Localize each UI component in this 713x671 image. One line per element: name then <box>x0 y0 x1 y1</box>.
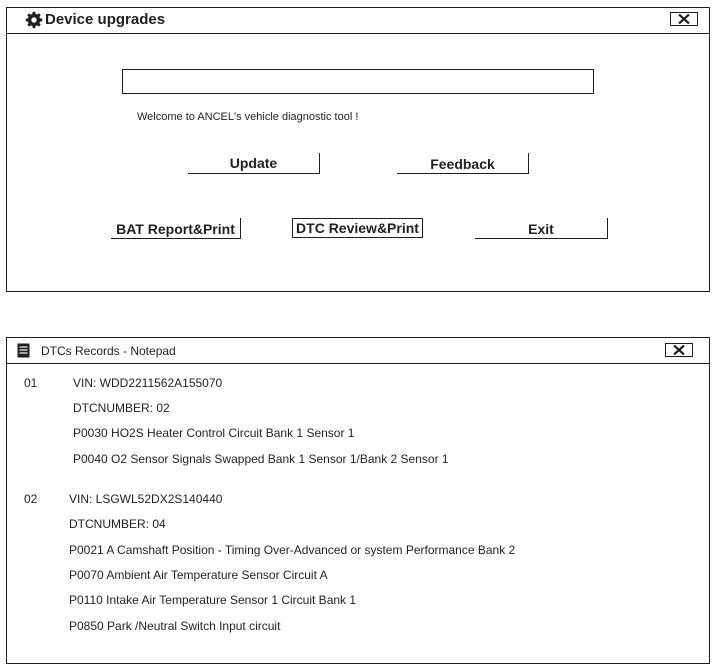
title-bar <box>7 338 709 364</box>
notepad-window <box>6 337 710 664</box>
record-vin: VIN: LSGWL52DX2S140440 <box>69 492 223 506</box>
bat-report-print-button[interactable]: BAT Report&Print <box>111 218 241 239</box>
record-dtc-code: P0021 A Camshaft Position - Timing Over-Advanced or system Performance Bank 2 <box>69 543 516 557</box>
record-dtc-number: DTCNUMBER: 04 <box>69 517 166 531</box>
welcome-text: Welcome to ANCEL's vehicle diagnostic tool ! <box>137 111 359 123</box>
dtc-review-print-button[interactable]: DTC Review&Print <box>292 218 423 238</box>
exit-button[interactable]: Exit <box>475 218 608 239</box>
close-icon <box>678 14 690 24</box>
record-number: 01 <box>24 376 38 390</box>
upgrade-input[interactable] <box>122 69 594 94</box>
close-icon <box>673 345 685 355</box>
record-dtc-code: P0030 HO2S Heater Control Circuit Bank 1 Sensor 1 <box>73 426 355 440</box>
window-title: Device upgrades <box>45 11 166 28</box>
close-button[interactable] <box>670 12 698 26</box>
record-dtc-code: P0110 Intake Air Temperature Sensor 1 Circuit Bank 1 <box>69 593 357 607</box>
record-number: 02 <box>24 492 38 506</box>
record-dtc-code: P0070 Ambient Air Temperature Sensor Circuit A <box>69 568 328 582</box>
notepad-icon <box>17 343 30 358</box>
title-bar <box>7 8 709 34</box>
update-button[interactable]: Update <box>188 153 320 174</box>
record-dtc-number: DTCNUMBER: 02 <box>73 401 170 415</box>
feedback-button[interactable]: Feedback <box>397 153 529 174</box>
gear-icon <box>25 11 43 29</box>
close-button[interactable] <box>665 343 693 357</box>
record-vin: VIN: WDD2211562A155070 <box>73 376 223 390</box>
window-title: DTCs Records - Notepad <box>41 344 176 358</box>
device-upgrades-window <box>6 7 710 292</box>
record-dtc-code: P0850 Park /Neutral Switch Input circuit <box>69 619 281 633</box>
record-dtc-code: P0040 O2 Sensor Signals Swapped Bank 1 Sensor 1/Bank 2 Sensor 1 <box>73 452 449 466</box>
